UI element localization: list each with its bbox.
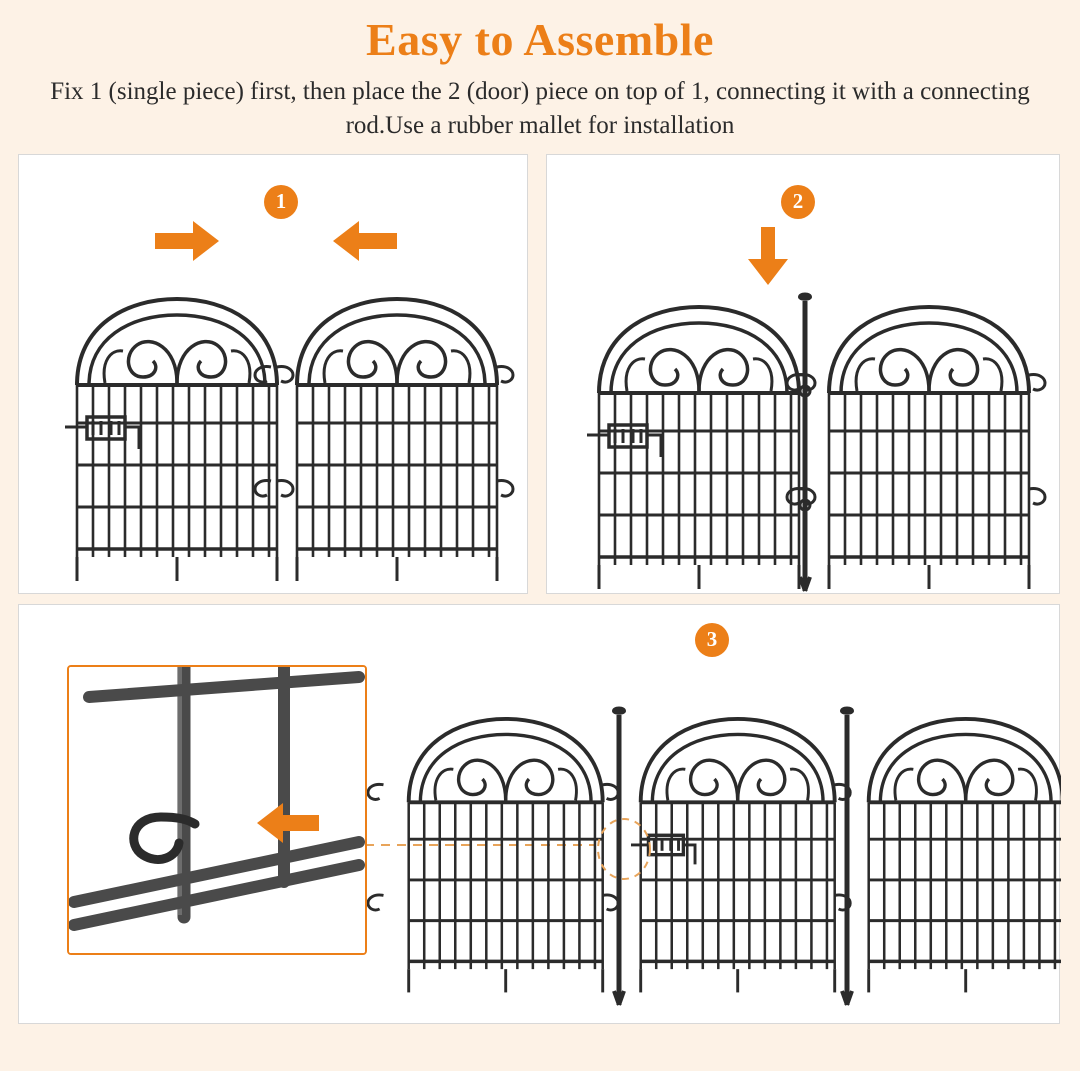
page-title: Easy to Assemble — [366, 14, 714, 65]
panel-1-illustration — [19, 155, 529, 595]
fence-panel-right — [787, 307, 1045, 589]
fence-panel-3 — [869, 719, 1061, 993]
fence-panel-left — [587, 307, 815, 589]
arrow-left-icon — [333, 221, 397, 261]
fence-panel-1 — [368, 719, 618, 993]
header — [0, 0, 1080, 154]
fence-panel-left — [65, 299, 293, 581]
page-subtitle: Fix 1 (single piece) first, then place the 2 (door) piece on top of 1, connecting it with a connecting rod.Use a rubber mallet for installation — [50, 77, 1030, 140]
arrow-down-icon — [748, 227, 788, 285]
arrow-right-icon — [155, 221, 219, 261]
step-badge-2: 2 — [781, 185, 815, 219]
fence-panel-2 — [631, 719, 850, 993]
highlight-circle — [598, 819, 650, 879]
connecting-rod-stake-2 — [840, 706, 854, 1005]
closeup-illustration — [69, 667, 365, 953]
panel-step-3 — [18, 604, 1060, 1024]
panel-step-1 — [18, 154, 528, 594]
panels-container — [0, 154, 1080, 1034]
step-badge-3: 3 — [695, 623, 729, 657]
panel-2-illustration — [547, 155, 1061, 595]
panel-step-2 — [546, 154, 1060, 594]
fence-panel-right — [255, 299, 513, 581]
closeup-inset — [67, 665, 367, 955]
step-badge-1: 1 — [264, 185, 298, 219]
connecting-rod-stake-1 — [612, 706, 626, 1005]
